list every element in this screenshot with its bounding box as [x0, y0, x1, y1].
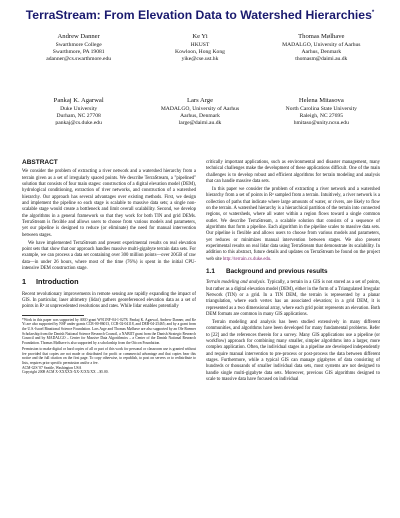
author-block	[139, 33, 260, 63]
author-name: Pankaj K. Agarwal	[53, 97, 104, 104]
author-affiliation: MADALGO, University of Aarhus	[160, 105, 240, 112]
body-paragraph	[206, 280, 380, 318]
abstract-paragraph: We have implemented TerraStream and present experimental results on real elevation point sets that show that our approach handles massive multi-gigabyte terrain data sets. For example, we can process a data set containing over 300 million points—over 20GB of raw data—in under 26 hours, where most of the time (76%) is spent in the initial CPU-intensive DEM construction stage.	[22, 240, 196, 271]
author-location: Raleigh, NC 27695	[299, 112, 343, 119]
author-name: Helena Mitasova	[298, 97, 344, 104]
section-title: Introduction	[36, 277, 79, 287]
permission-notice	[22, 347, 196, 375]
author-affiliation: Swarthmore College	[55, 41, 102, 48]
author-affiliation: Duke University	[60, 105, 98, 112]
author-email: adanner@cs.swarthmore.edu	[46, 55, 112, 62]
paragraph-text: Typically, a terrain in a GIS is not stored as a set of points, but rather as a digital elevation model (DEM), either in the form of a Triangulated Irregular Network (TIN) or a grid. In a TIN DEM, the terrain is represented by a planar triangulation, where each vertex has an associated elevation; in a grid DEM, it is represented as a two dimensional array, where each grid point represents an elevation. Both DEM formats are common in many GIS applications.	[206, 280, 381, 318]
paper-title	[0, 8, 400, 22]
title-text: TerraStream: From Elevation Data to Watershed Hierarchies	[25, 8, 372, 22]
title-footnote-mark: *	[371, 9, 375, 16]
paragraph-lead: Terrain modeling and analysis.	[206, 280, 266, 286]
author-location: Durham, NC 27708	[56, 112, 101, 119]
body-paragraph: Terrain modeling and analysis has been studied extensively in many different communities, and algorithms have been developed for many fundamental problems. Refer to [22] and the references therein for a survey. Many GIS applications use a pipeline (or workflow) approach for combining many smaller, simpler algorithms into a larger, more complex application. Often, the individual stages in a pipeline are developed independently and require manual intervention to pre-process or post-process the data between different stages. Furthermore, while a typical GIS can manage gigabytes of data consisting of hundreds or thousands of smaller individual data sets, most systems are not designed to handle single multi-gigabyte data sets. Moreover, previous GIS algorithms designed to scale to massive data have focused on individual	[206, 319, 380, 382]
author-block	[261, 97, 382, 127]
author-block	[18, 33, 139, 63]
funding-footnote: *Work in this paper was supported by ARO grant W911NF-04-1-0278. Pankaj K. Agarwal, Andrew Danner, and Ke Yi are also supported by NSF under grants CCR-00-86013, CCR-02-04118, and DEB-04-25465; and by a grant from the U.S.-Israel Binational Science Foundation. Lars Arge and Thomas Mølhave are also supported by an Ole Roemer Scholarship from the Danish National Science Research Council, a NABIIT grant from the Danish Strategic Research Council and by MADALGO – Center for Massive Data Algorithmics – a Center of the Danish National Research Foundation. Thomas Mølhave is also supported by a scholarship from the Oticon Foundation.	[22, 317, 197, 345]
body-paragraph: critically important applications, such as environmental and disaster management, many technical challenges make the development of these applications difficult. One of the main challenges is to develop robust and efficient algorithms for terrain modeling and analysis that can handle massive data sets.	[206, 160, 380, 185]
subsection-number: 1.1	[206, 268, 215, 275]
right-column	[206, 160, 380, 385]
author-affiliation: HKUST	[190, 41, 210, 48]
left-column	[22, 160, 196, 375]
author-email: thomasm@daimi.au.dk	[295, 55, 348, 62]
author-row-1	[18, 33, 382, 63]
author-block	[18, 97, 139, 127]
author-location: Swarthmore, PA 19081	[52, 48, 105, 55]
subsection-title: Background and previous results	[226, 268, 328, 275]
section-number: 1	[22, 277, 27, 287]
author-email: large@daimi.au.dk	[178, 119, 222, 126]
intro-paragraph: Recent revolutionary improvements in remote sensing are rapidly expanding the impact of GIS. In particular, laser altimetry (lidar) gathers georeferenced elevation data as a set of points in R³ at unprecedented resolutions and rates. While lidar enables potentially	[22, 291, 196, 310]
author-email: pankaj@cs.duke.edu	[55, 119, 102, 126]
author-location: Aarhus, Denmark	[301, 48, 342, 55]
author-block	[261, 33, 382, 63]
author-location: Aarhus, Denmark	[180, 112, 220, 119]
author-block	[139, 97, 260, 127]
abstract-paragraph: We consider the problem of extracting a river network and a watershed hierarchy from a terrain given as a set of irregularly spaced points. We describe TerraStream, a "pipelined" solution that consists of four main stages: construction of a digital elevation model (DEM), hydrological conditioning, extraction of river networks, and construction of a watershed hierarchy. Our approach has several advantages over existing methods. First, we design and implement the pipeline so each stage is scalable to massive data sets; a single non-scalable stage would create a bottleneck and limit overall scalability. Second, we develop the algorithms in a general framework so that they work for both TIN and grid DEMs. TerraStream is flexible and allows users to choose from various models and parameters, yet our pipeline is designed to reduce (or eliminate) the need for manual intervention between stages.	[22, 169, 196, 238]
project-url-link[interactable]: http://terrain.cs.duke.edu.	[222, 256, 272, 262]
author-row-2	[18, 97, 382, 127]
author-email: hmitaso@unity.ncsu.edu	[293, 119, 349, 126]
conference-line: ACM-GIS '07 Seattle, Washington USA	[22, 365, 82, 370]
section-heading-introduction	[22, 279, 196, 285]
author-location: Kowloon, Hong Kong	[175, 48, 225, 55]
author-affiliation: North Carolina State University	[285, 105, 357, 112]
permission-text: Permission to make digital or hard copies of all or part of this work for personal or classroom use is granted without fee provided that copies are not made or distributed for profit or commercial advantage and that copies bear this notice and the full citation on the first page. To copy otherwise, to republish, to post on servers or to redistribute to lists, requires prior specific permission and/or a fee.	[22, 347, 196, 366]
author-name: Andrew Danner	[57, 33, 100, 40]
footnote-rule	[22, 315, 84, 316]
author-affiliation: MADALGO, University of Aarhus	[282, 41, 361, 48]
author-name: Lars Arge	[186, 97, 214, 104]
abstract-heading: ABSTRACT	[22, 159, 58, 166]
author-name: Ke Yi	[192, 33, 208, 40]
paragraph-text: In this paper we consider the problem of extracting a river network and a watershed hierarchy from a set of points in R³ sampled from a terrain. Intuitively, a river network is a collection of paths that indicate where large amounts of water, or rivers, are likely to flow on the terrain. A watershed hierarchy is a hierarchical partition of the terrain into connected regions, or watersheds, where all water within a region flows toward a single common outlet. We describe TerraStream, a scalable solution that consists of a sequence of algorithms that form a pipeline. Each algorithm in the pipeline scales to massive data sets. Our pipeline is flexible and allows users to choose from various models and parameters, yet reduces or minimizes manual intervention between stages. We also present experimental results on real lidar data using TerraStream that demonstrate its scalability. In addition to this abstract, future details and updates on TerraStream be found on the project web site	[206, 186, 380, 262]
body-paragraph	[206, 187, 380, 263]
subsection-heading	[206, 269, 380, 275]
author-email: yike@cse.ust.hk	[181, 55, 219, 62]
copyright-line: Copyright 2008 ACM X-XXXXX-XX-X/XX/XX ...$5.00.	[22, 370, 109, 375]
author-name: Thomas Mølhave	[298, 33, 345, 40]
